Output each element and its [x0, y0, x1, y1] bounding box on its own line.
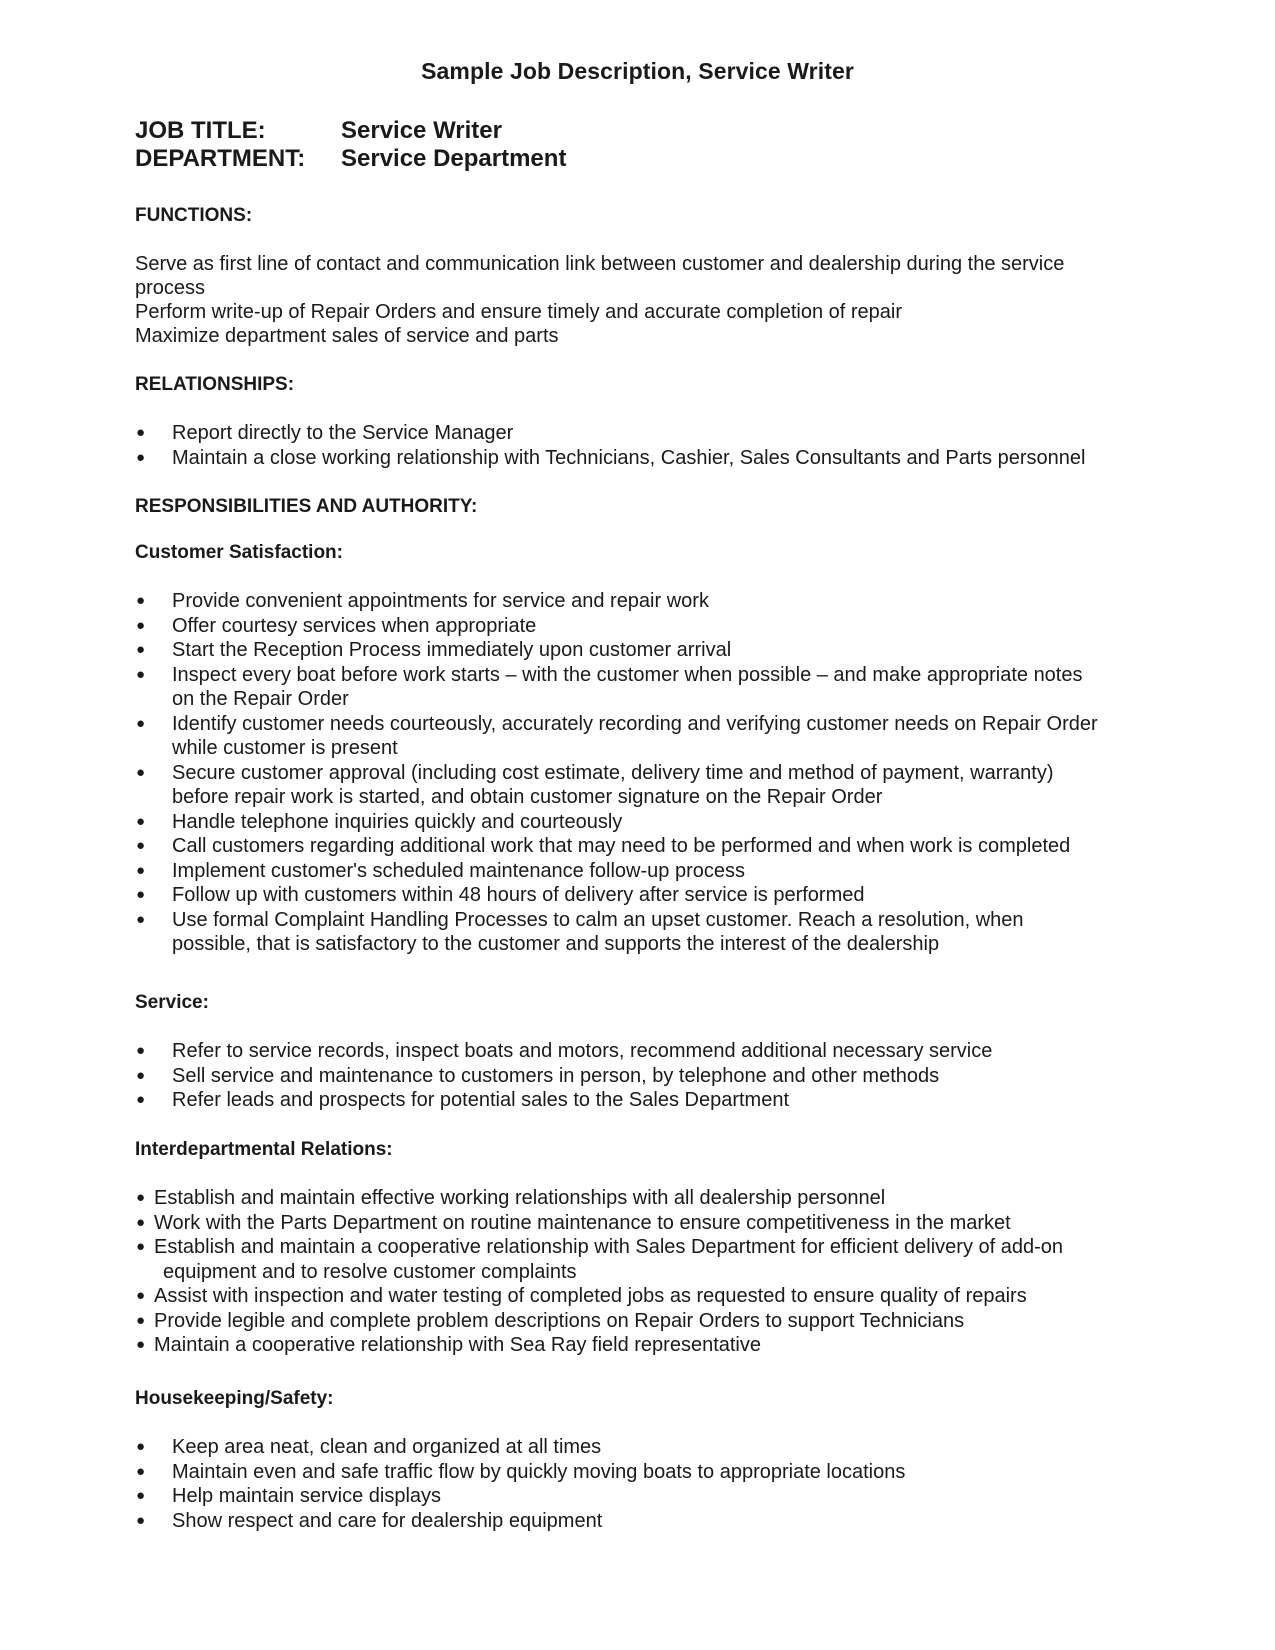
responsibilities-heading: RESPONSIBILITIES AND AUTHORITY: — [135, 496, 478, 517]
relationships-section — [135, 373, 1155, 470]
service-list — [135, 1039, 1155, 1113]
bullet-icon: ● — [136, 1438, 146, 1455]
bullet-icon: ● — [136, 910, 146, 928]
bullet-icon: ● — [136, 448, 146, 466]
bullet-icon: ● — [136, 1189, 146, 1206]
list-item: ● Maintain a close working relationship with Technicians, Cashier, Sales Consultants and Parts personnel — [136, 446, 1086, 469]
functions-line: Serve as first line of contact and communication link between customer and dealership during the service — [135, 253, 1065, 275]
interdepartmental-section — [135, 1138, 1155, 1358]
bullet-icon: ● — [136, 1213, 146, 1231]
list-item: ● Maintain a cooperative relationship with Sea Ray field representative — [136, 1334, 762, 1356]
job-title-value: Service Writer — [341, 117, 502, 144]
bullet-icon: ● — [136, 424, 146, 441]
bullet-icon: ● — [136, 1287, 146, 1304]
bullet-icon: ● — [136, 1487, 146, 1504]
bullet-icon: ● — [136, 1042, 146, 1059]
bullet-icon: ● — [136, 616, 146, 634]
functions-line: Maximize department sales of service and parts — [135, 325, 559, 347]
list-item: ● Keep area neat, clean and organized at all times — [136, 1436, 602, 1458]
list-item: ● Provide convenient appointments for service and repair work — [136, 590, 709, 612]
interdepartmental-heading: Interdepartmental Relations: — [135, 1139, 393, 1160]
bullet-icon: ● — [136, 714, 146, 732]
service-section — [135, 991, 1155, 1113]
department-value: Service Department — [341, 145, 567, 172]
relationships-heading: RELATIONSHIPS: — [135, 374, 295, 395]
list-item: ● Identify customer needs courteously, accurately recording and verifying customer needs on Repair Order while customer is present — [136, 712, 1098, 759]
list-item: ● Establish and maintain a cooperative relationship with Sales Department for efficient delivery of add-on equipment and to resolve customer complaints — [136, 1236, 1064, 1283]
functions-line: Perform write-up of Repair Orders and ensure timely and accurate completion of repair — [135, 301, 903, 323]
bullet-icon: ● — [136, 1091, 146, 1108]
department-row — [135, 145, 566, 173]
list-item: ● Use formal Complaint Handling Processes to calm an upset customer. Reach a resolution, when possible, that is satisfactory to the customer and supports the interest of the dealership — [136, 908, 1024, 955]
functions-lines — [135, 252, 1155, 348]
functions-heading: FUNCTIONS: — [135, 205, 253, 226]
bullet-icon: ● — [136, 812, 146, 830]
list-item: ● Report directly to the Service Manager — [136, 422, 514, 444]
list-item: ● Secure customer approval (including cost estimate, delivery time and method of payment, warranty) before repair work is started, and obtain customer signature on the Repair Order — [136, 761, 1054, 808]
list-item: ● Refer leads and prospects for potential sales to the Sales Department — [136, 1089, 790, 1111]
relationships-list — [135, 421, 1155, 470]
list-item: ● Start the Reception Process immediately upon customer arrival — [136, 639, 732, 661]
bullet-icon: ● — [136, 592, 146, 609]
bullet-icon: ● — [136, 641, 146, 658]
service-heading: Service: — [135, 992, 209, 1013]
list-item: ● Handle telephone inquiries quickly and courteously — [136, 810, 623, 833]
bullet-icon: ● — [136, 886, 146, 903]
customer-satisfaction-heading: Customer Satisfaction: — [135, 542, 343, 563]
bullet-icon: ● — [136, 665, 146, 683]
list-item: ● Inspect every boat before work starts – with the customer when possible – and make appropriate notes on the Repair Order — [136, 663, 1083, 710]
list-item: ● Implement customer's scheduled maintenance follow-up process — [136, 859, 745, 882]
job-title-row — [135, 117, 502, 145]
bullet-icon: ● — [136, 837, 146, 854]
housekeeping-heading: Housekeeping/Safety: — [135, 1388, 334, 1409]
list-item: ● Work with the Parts Department on routine maintenance to ensure competitiveness in the market — [136, 1211, 1011, 1234]
customer-satisfaction-list — [135, 589, 1155, 957]
list-item: ● Refer to service records, inspect boats and motors, recommend additional necessary service — [136, 1040, 993, 1062]
bullet-icon: ● — [136, 1066, 146, 1084]
interdepartmental-list — [135, 1186, 1155, 1358]
department-label: DEPARTMENT: — [135, 145, 306, 172]
functions-section — [135, 204, 1155, 348]
housekeeping-list — [135, 1435, 1155, 1533]
document-title: Sample Job Description, Service Writer — [421, 58, 854, 84]
job-title-label: JOB TITLE: — [135, 117, 266, 144]
list-item: ● Assist with inspection and water testing of completed jobs as requested to ensure quality of repairs — [136, 1285, 1027, 1307]
housekeeping-section — [135, 1387, 1155, 1533]
list-item: ● Follow up with customers within 48 hours of delivery after service is performed — [136, 884, 865, 906]
bullet-icon: ● — [136, 1511, 146, 1529]
list-item: ● Sell service and maintenance to customers in person, by telephone and other methods — [136, 1064, 940, 1087]
bullet-icon: ● — [136, 763, 146, 781]
list-item: ● Offer courtesy services when appropriate — [136, 614, 537, 637]
list-item: ● Establish and maintain effective working relationships with all dealership personnel — [136, 1187, 886, 1209]
list-item: ● Show respect and care for dealership equipment — [136, 1509, 603, 1532]
list-item: ● Maintain even and safe traffic flow by quickly moving boats to appropriate locations — [136, 1460, 906, 1483]
responsibilities-section — [135, 495, 1155, 519]
bullet-icon: ● — [136, 1462, 146, 1480]
list-item: ● Help maintain service displays — [136, 1485, 442, 1507]
bullet-icon: ● — [136, 861, 146, 879]
functions-line: process — [135, 277, 206, 299]
bullet-icon: ● — [136, 1311, 146, 1329]
list-item: ● Provide legible and complete problem descriptions on Repair Orders to support Technicians — [136, 1309, 965, 1332]
bullet-icon: ● — [136, 1238, 146, 1255]
list-item: ● Call customers regarding additional work that may need to be performed and when work is completed — [136, 835, 1071, 857]
bullet-icon: ● — [136, 1336, 146, 1353]
customer-satisfaction-section — [135, 541, 1155, 957]
